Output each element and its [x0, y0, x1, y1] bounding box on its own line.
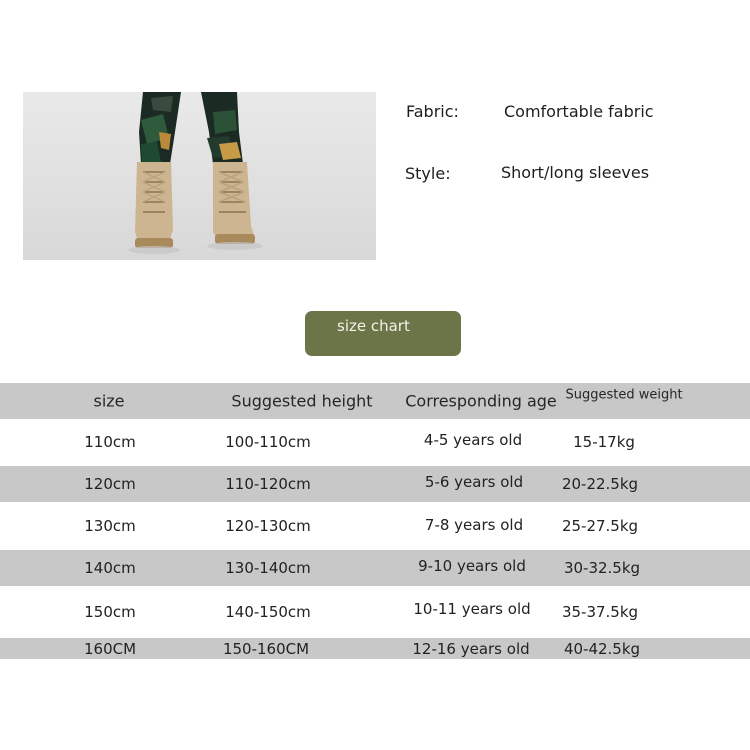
header-weight: Suggested weight: [565, 387, 683, 403]
cell-age: 4-5 years old: [423, 430, 523, 449]
fabric-label: Fabric:: [406, 102, 459, 121]
size-chart-button[interactable]: [305, 311, 461, 356]
header-size: size: [93, 391, 125, 411]
boots-image: [23, 92, 376, 260]
cell-size: 120cm: [84, 475, 136, 493]
size-chart-button-label: size chart: [337, 317, 410, 335]
cell-size: 110cm: [84, 433, 136, 451]
cell-weight: 15-17kg: [573, 433, 635, 451]
table-row: [0, 466, 750, 502]
fabric-value: Comfortable fabric: [504, 102, 654, 121]
left-boot: [135, 162, 173, 248]
style-label: Style:: [405, 164, 451, 183]
cell-size: 140cm: [84, 559, 136, 577]
cell-weight: 20-22.5kg: [561, 475, 639, 493]
table-row: [0, 638, 750, 659]
table-header: [0, 383, 750, 419]
product-photo: [23, 92, 376, 260]
table-row: [0, 550, 750, 586]
cell-age: 5-6 years old: [424, 472, 524, 491]
cell-size: 150cm: [84, 602, 136, 621]
cell-age: 12-16 years old: [412, 639, 530, 658]
cell-height: 110-120cm: [225, 475, 311, 493]
cell-height: 120-130cm: [225, 517, 311, 535]
cell-weight: 40-42.5kg: [563, 639, 641, 658]
table-row: [0, 419, 750, 465]
cell-height: 140-150cm: [225, 602, 311, 621]
cell-size: 130cm: [84, 517, 136, 535]
header-age: Corresponding age: [405, 391, 557, 411]
table-row: [0, 586, 750, 637]
cell-height: 130-140cm: [225, 559, 311, 577]
header-height: Suggested height: [231, 391, 373, 411]
cell-height: 100-110cm: [225, 433, 311, 451]
cell-size: 160CM: [83, 639, 137, 658]
cell-weight: 25-27.5kg: [561, 517, 639, 535]
cell-weight: 30-32.5kg: [563, 559, 641, 577]
cell-height: 150-160CM: [222, 639, 310, 658]
cell-age: 10-11 years old: [413, 600, 531, 619]
table-row: [0, 502, 750, 550]
cell-age: 7-8 years old: [424, 515, 524, 534]
cell-weight: 35-37.5kg: [561, 602, 639, 621]
style-value: Short/long sleeves: [501, 163, 650, 182]
cell-age: 9-10 years old: [418, 556, 526, 575]
